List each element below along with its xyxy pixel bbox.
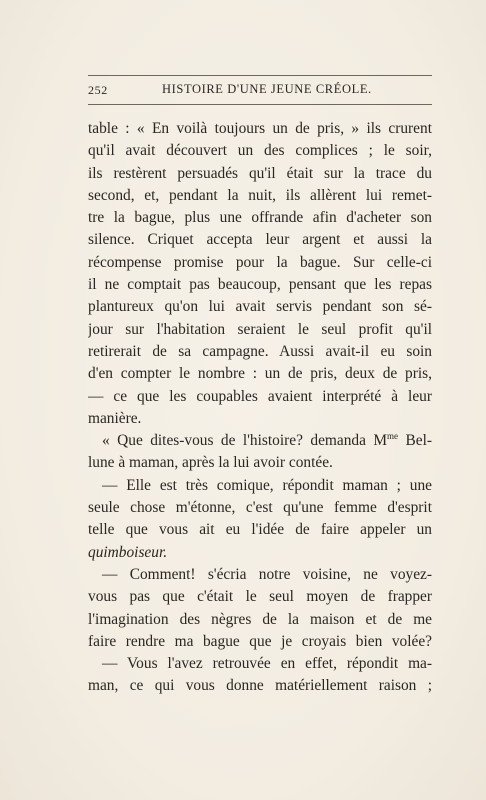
text-line: il ne comptait pas beaucoup, pensant que les repas <box>88 276 432 294</box>
text-line: second, et, pendant la nuit, ils allèrent lui remet- <box>88 186 432 204</box>
running-title: HISTOIRE D'UNE JEUNE CRÉOLE. <box>162 82 372 96</box>
text-line: vous pas que c'était le seul moyen de frapper <box>88 588 432 606</box>
text-line: table : « En voilà toujours un de pris, » ils crurent <box>88 120 432 137</box>
superscript: me <box>387 431 399 442</box>
text-line: manière. <box>88 409 142 427</box>
text-line: faire rendre ma bague que je croyais bien volée? <box>88 632 432 650</box>
text-line: telle que vous ait eu l'idée de faire appeler un <box>88 521 432 539</box>
text-line: — Vous l'avez retrouvée en effet, répondit ma- <box>102 655 432 673</box>
text-line: qu'il avait découvert un des complices ; le soir, <box>88 142 432 160</box>
text-fragment: « Que dites-vous de l'histoire? demanda M <box>102 432 388 450</box>
header-rule-bottom <box>88 104 432 105</box>
page-number: 252 <box>88 83 108 97</box>
text-line: quimboiseur. <box>88 543 168 561</box>
running-head <box>88 82 432 102</box>
text-line <box>88 430 432 452</box>
text-line: seule chose m'étonne, c'est qu'une femme d'esprit <box>88 499 432 517</box>
text-line: jour sur l'habitation seraient le seul profit qu'il <box>88 320 432 338</box>
text-line: retirerait de sa campagne. Aussi avait-il eu soin <box>88 342 432 360</box>
text-line: tre la bague, plus une offrande afin d'acheter son <box>88 209 432 227</box>
header-rule-top <box>88 75 432 76</box>
text-line: récompense promise pour la bague. Sur celle-ci <box>88 253 432 271</box>
text-line: l'imagination des nègres de la maison et de me <box>88 610 432 628</box>
text-line: plantureux qu'on lui avait servis pendant son sé- <box>88 298 432 316</box>
text-line: d'en compter le nombre : un de pris, deux de pris, <box>88 365 432 383</box>
text-line: — ce que les coupables avaient interprété à leur <box>88 387 432 405</box>
body-text <box>88 118 432 698</box>
text-line: man, ce qui vous donne matériellement raison ; <box>88 677 432 695</box>
text-line: — Comment! s'écria notre voisine, ne voyez- <box>102 565 432 583</box>
text-line: ils restèrent persuadés qu'il était sur la trace du <box>88 164 432 182</box>
text-line: silence. Criquet accepta leur argent et aussi la <box>88 231 432 249</box>
text-line: lune à maman, après la lui avoir contée. <box>88 454 333 472</box>
text-fragment: Bel- <box>398 432 432 450</box>
text-line: — Elle est très comique, répondit maman ; une <box>102 476 432 494</box>
